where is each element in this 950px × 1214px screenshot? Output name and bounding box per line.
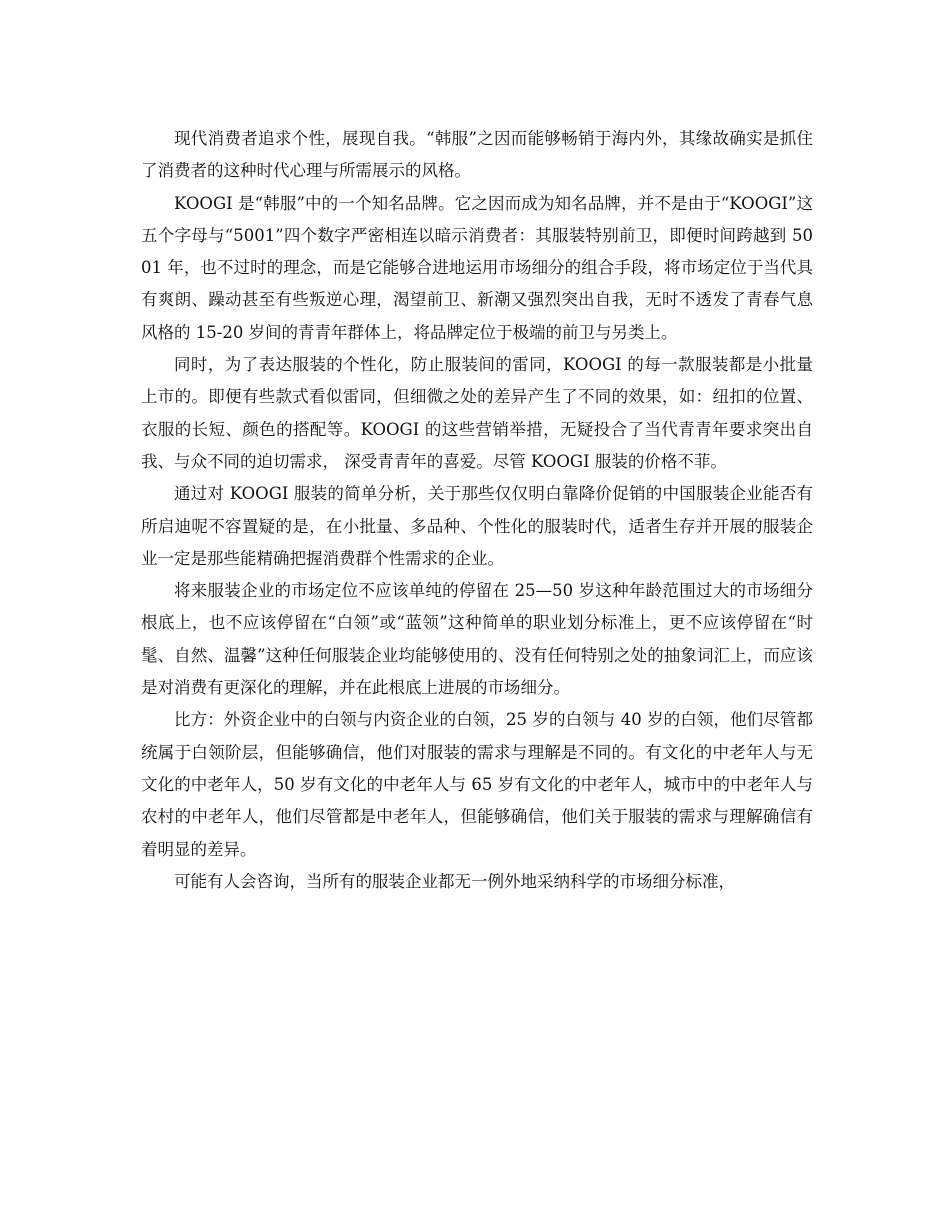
paragraph-2: KOOGI 是“韩服”中的一个知名品牌。它之因而成为知名品牌，并不是由于“KOOGI”这五个字母与“5001”四个数字严密相连以暗示消费者：其服装特别前卫，即便时间跨越到 5001 年，也不过时的理念，而是它能够合进地运用市场细分的组合手段，将市场定位于当代具有爽朗、躁动甚至有些叛逆心理，渴望前卫、新潮又强烈突出自我，无时不透发了青春气息风格的 15-20 岁间的青青年群体上，将品牌定位于极端的前卫与另类上。	[141, 193, 813, 342]
document-body	[141, 123, 813, 898]
paragraph-3: 同时，为了表达服装的个性化，防止服装间的雷同，KOOGI 的每一款服装都是小批量上市的。即便有些款式看似雷同，但细微之处的差异产生了不同的效果，如：纽扣的位置、衣服的长短、颜色的搭配等。KOOGI 的这些营销举措，无疑投合了当代青青年要求突出自我、与众不同的迫切需求， 深受青青年的喜爱。尽管 KOOGI 服装的价格不菲。	[141, 355, 813, 471]
paragraph-7: 可能有人会咨询，当所有的服装企业都无一例外地采纳科学的市场细分标准，	[174, 871, 735, 891]
paragraph-4: 通过对 KOOGI 服装的简单分析，关于那些仅仅明白靠降价促销的中国服装企业能否有所启迪呢不容置疑的是，在小批量、多品种、个性化的服装时代，适者生存并开展的服装企业一定是那些能精确把握消费群个性需求的企业。	[141, 484, 813, 568]
paragraph-6: 比方：外资企业中的白领与内资企业的白领，25 岁的白领与 40 岁的白领，他们尽管都统属于白领阶层，但能够确信，他们对服装的需求与理解是不同的。有文化的中老年人与无文化的中老年人，50 岁有文化的中老年人与 65 岁有文化的中老年人，城市中的中老年人与农村的中老年人，他们尽管都是中老年人，但能够确信，他们关于服装的需求与理解确信有着明显的差异。	[141, 710, 813, 859]
paragraph-5: 将来服装企业的市场定位不应该单纯的停留在 25—50 岁这种年龄范围过大的市场细分根底上，也不应该停留在“白领”或“蓝领”这种简单的职业划分标准上，更不应该停留在“时髦、自然、温馨”这种任何服装企业均能够使用的、没有任何特别之处的抽象词汇上，而应该是对消费有更深化的理解，并在此根底上进展的市场细分。	[141, 581, 813, 698]
paragraph-1: 现代消费者追求个性，展现自我。“韩服”之因而能够畅销于海内外，其缘故确实是抓住了消费者的这种时代心理与所需展示的风格。	[141, 129, 813, 181]
